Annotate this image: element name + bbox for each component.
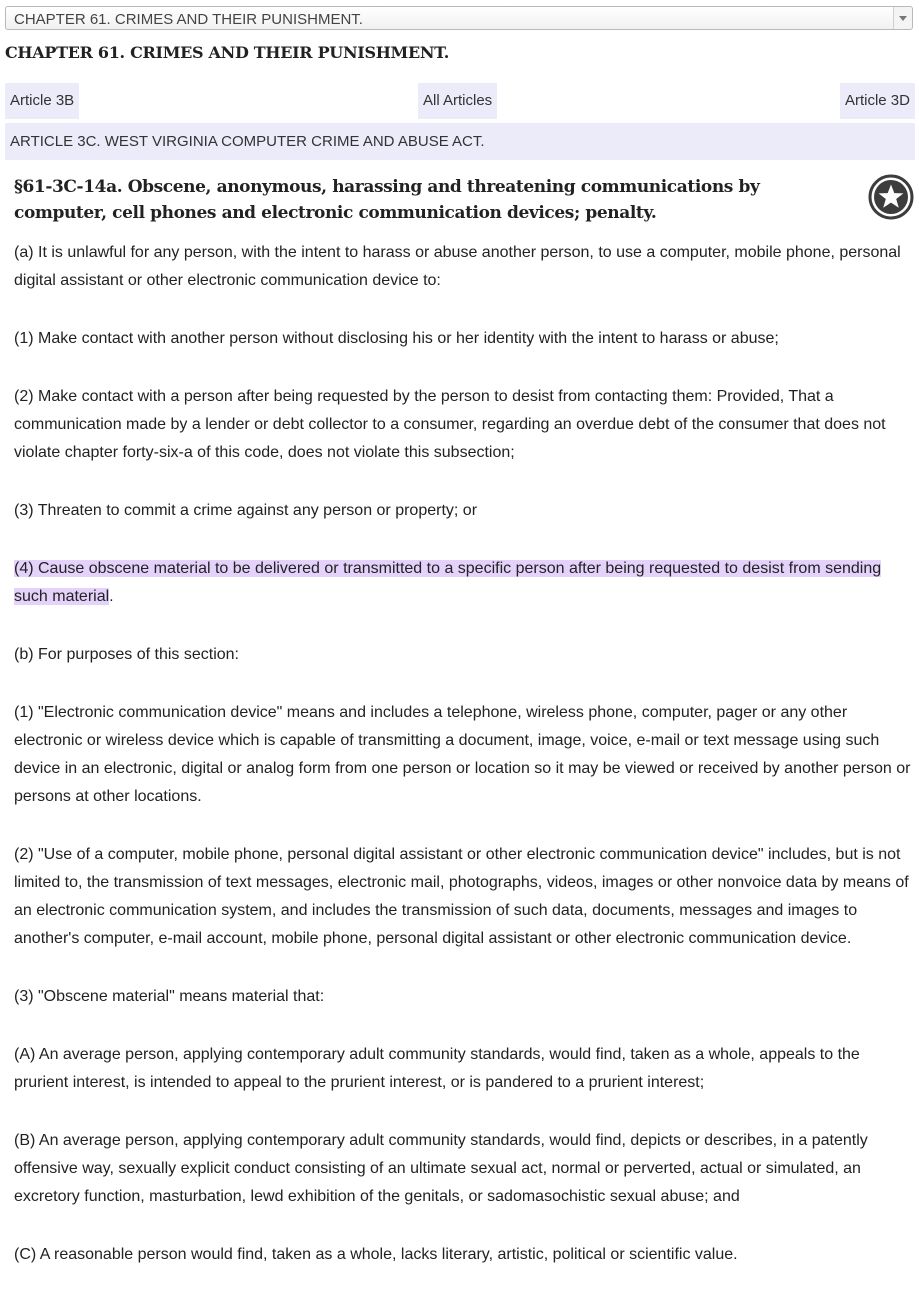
paragraph-a4 — [14, 555, 914, 611]
highlighted-text[interactable]: (4) Cause obscene material to be delivered or transmitted to a specific person after being requested to desist from sending such material — [14, 560, 882, 605]
paragraph-a3: (3) Threaten to commit a crime against any person or property; or — [14, 502, 478, 519]
paragraph-b: (b) For purposes of this section: — [14, 646, 239, 663]
paragraph-b3a: (A) An average person, applying contemporary adult community standards, would find, taken as a whole, appeals to the prurient interest, is intended to appeal to the prurient interest, or is pandered to a prurient interest; — [14, 1046, 860, 1091]
favorite-button[interactable] — [868, 174, 914, 220]
paragraph-b3b: (B) An average person, applying contemporary adult community standards, would find, depicts or describes, in a patently offensive way, sexually explicit conduct consisting of an ultimate sexual act, normal or perverted, actual or simulated, an excretory function, masturbation, lewd exhibition of the genitals, or sadomasochistic sexual abuse; and — [14, 1132, 868, 1205]
prev-article-link[interactable]: Article 3B — [5, 83, 79, 119]
chapter-select[interactable] — [5, 6, 913, 30]
chevron-down-icon[interactable] — [893, 7, 912, 29]
paragraph-a2: (2) Make contact with a person after being requested by the person to desist from contacting them: Provided, That a communication made by a lender or debt collector to a consumer, regarding an overdue debt of the consumer that does not violate chapter forty-six-a of this code, does not violate this subsection; — [14, 388, 886, 461]
paragraph-b3c: (C) A reasonable person would find, taken as a whole, lacks literary, artistic, political or scientific value. — [14, 1246, 738, 1263]
all-articles-link[interactable]: All Articles — [418, 83, 497, 119]
article-title: ARTICLE 3C. WEST VIRGINIA COMPUTER CRIME AND ABUSE ACT. — [5, 123, 915, 160]
next-article-link[interactable]: Article 3D — [840, 83, 915, 119]
paragraph-a1: (1) Make contact with another person without disclosing his or her identity with the intent to harass or abuse; — [14, 330, 779, 347]
chapter-heading: CHAPTER 61. CRIMES AND THEIR PUNISHMENT. — [5, 43, 449, 62]
paragraph-a4-end: . — [109, 588, 114, 605]
star-icon — [868, 174, 914, 220]
paragraph-b3: (3) "Obscene material" means material that: — [14, 988, 325, 1005]
section-content — [14, 239, 914, 1299]
paragraph-b2: (2) "Use of a computer, mobile phone, personal digital assistant or other electronic communication device" includes, but is not limited to, the transmission of text messages, electronic mail, photographs, videos, images or other nonvoice data by means of an electronic communication system, and includes the transmission of such data, documents, messages and images to another's computer, e-mail account, mobile phone, personal digital assistant or other electronic communication device. — [14, 846, 909, 947]
section-title: §61-3C-14a. Obscene, anonymous, harassing and threatening communications by computer, cell phones and electronic communication devices; penalty. — [14, 177, 760, 223]
chapter-select-value: CHAPTER 61. CRIMES AND THEIR PUNISHMENT. — [14, 11, 363, 28]
paragraph-b1: (1) "Electronic communication device" means and includes a telephone, wireless phone, computer, pager or any other electronic or wireless device which is capable of transmitting a document, image, voice, e-mail or text message using such device in an electronic, digital or analog form from one person or location so it may be viewed or received by another person or persons at other locations. — [14, 704, 911, 805]
paragraph-a: (a) It is unlawful for any person, with the intent to harass or abuse another person, to use a computer, mobile phone, personal digital assistant or other electronic communication device to: — [14, 244, 901, 289]
